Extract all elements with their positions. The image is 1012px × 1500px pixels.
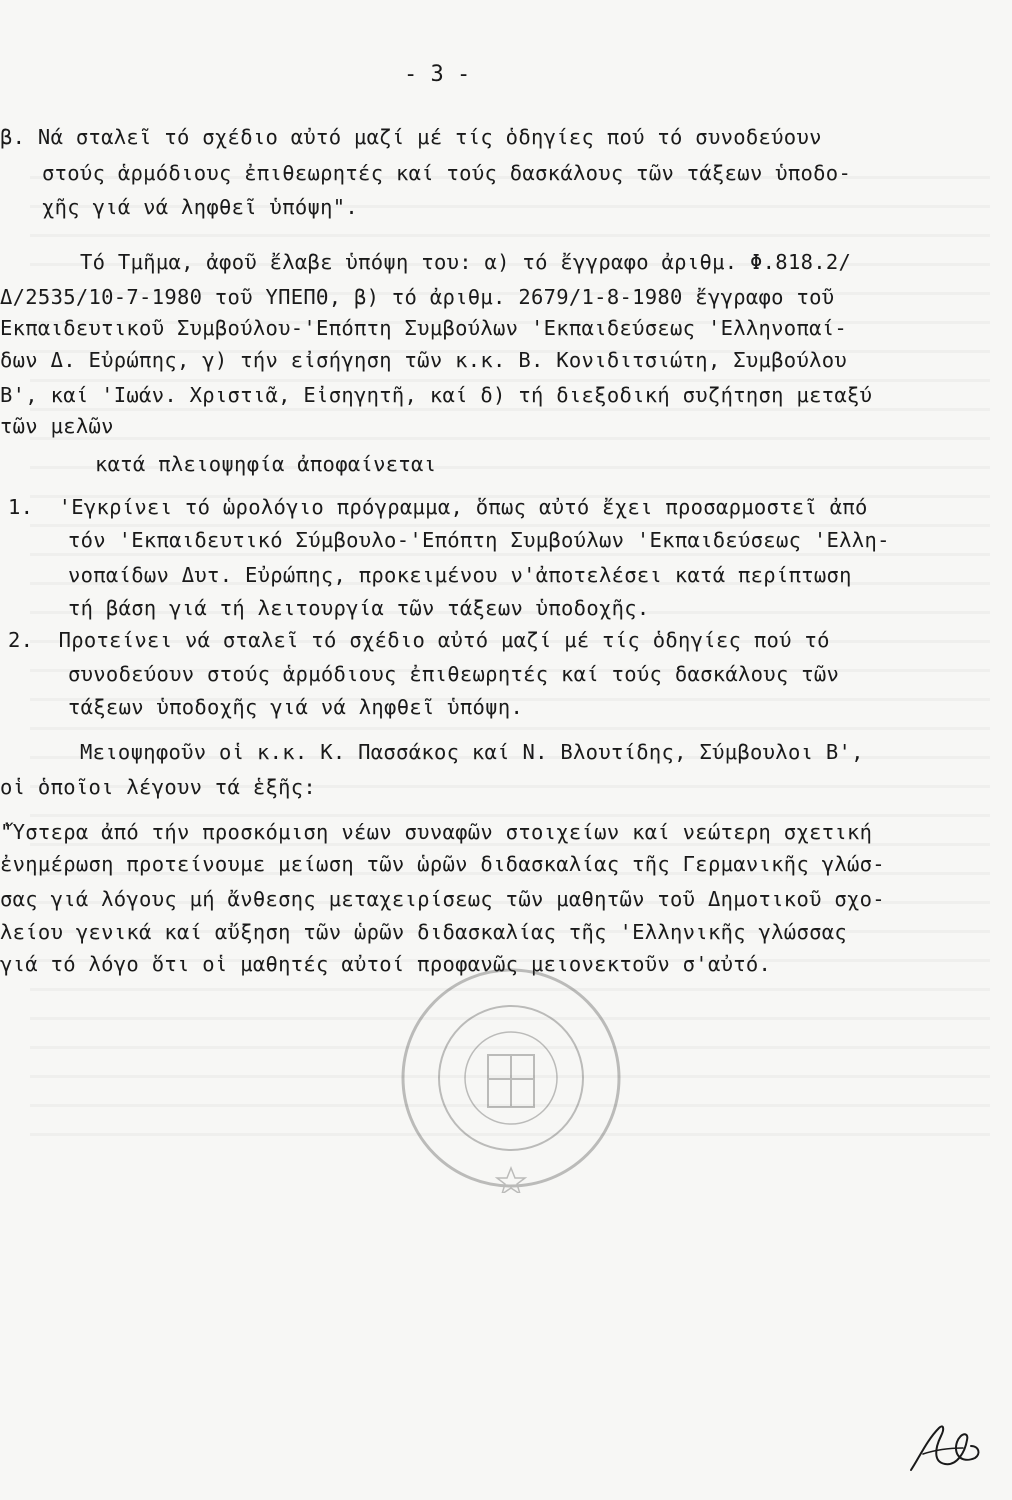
text-line: χῆς γιά νά ληφθεῖ ὑπόψη". [42,195,359,219]
text-line: Μειοψηφοῦν οἱ κ.κ. Κ. Πασσάκος καί Ν. Βλουτίδης, Σύμβουλοι Β', [80,740,864,764]
text-line: στούς ἁρμόδιους ἐπιθεωρητές καί τούς δασκάλους τῶν τάξεων ὑποδο- [42,161,852,185]
text-line: Εκπαιδευτικοῦ Συμβούλου-'Επόπτη Συμβούλων 'Εκπαιδεύσεως 'Ελληνοπαί- [0,316,848,340]
text-line: σας γιά λόγους μή ἄνθεσης μεταχειρίσεως τῶν μαθητῶν τοῦ Δημοτικοῦ σχο- [0,887,885,911]
page-number: - 3 - [404,62,471,87]
text-line: τάξεων ὑποδοχῆς γιά νά ληφθεῖ ὑπόψη. [68,695,524,719]
text-line: γιά τό λόγο ὅτι οἱ μαθητές αὐτοί προφανῶς μειονεκτοῦν σ'αὐτό. [0,952,772,976]
text-line: 1. 'Εγκρίνει τό ὡρολόγιο πρόγραμμα, ὅπως αὐτό ἔχει προσαρμοστεῖ ἀπό [8,495,868,519]
official-seal-icon [396,963,626,1193]
decision-heading: κατά πλειοψηφία ἀποφαίνεται [95,452,437,476]
text-line: τόν 'Εκπαιδευτικό Σύμβουλο-'Επόπτη Συμβούλων 'Εκπαιδεύσεως 'Ελλη- [68,528,890,552]
text-line: 2. Προτείνει νά σταλεῖ τό σχέδιο αὐτό μαζί μέ τίς ὁδηγίες πού τό [8,628,830,652]
text-line: τή βάση γιά τή λειτουργία τῶν τάξεων ὑποδοχῆς. [68,596,650,620]
handwritten-signature-icon [905,1418,985,1478]
text-line: λείου γενικά καί αὔξηση τῶν ὡρῶν διδασκαλίας τῆς 'Ελληνικῆς γλώσσας [0,920,848,944]
text-line: τῶν μελῶν [0,414,114,438]
text-line: ἐνημέρωση προτείνουμε μείωση τῶν ὡρῶν διδασκαλίας τῆς Γερμανικῆς γλώσ- [0,852,885,876]
text-line: β. Νά σταλεῖ τό σχέδιο αὐτό μαζί μέ τίς ὁδηγίες πού τό συνοδεύουν [0,125,822,149]
text-line: Δ/2535/10-7-1980 τοῦ ΥΠΕΠΘ, β) τό ἀριθμ. 2679/1-8-1980 ἔγγραφο τοῦ [0,285,835,309]
text-line: "Ὕστερα ἀπό τήν προσκόμιση νέων συναφῶν στοιχείων καί νεώτερη σχετική [0,820,873,844]
text-line: Τό Τμῆμα, ἀφοῦ ἔλαβε ὑπόψη του: α) τό ἔγγραφο ἀριθμ. Φ.818.2/ [80,250,852,274]
text-line: δων Δ. Εὐρώπης, γ) τήν εἰσήγηση τῶν κ.κ. Β. Κονιδιτσιώτη, Συμβούλου [0,348,848,372]
text-line: οἱ ὁποῖοι λέγουν τά ἑξῆς: [0,775,317,799]
text-line: συνοδεύουν στούς ἁρμόδιους ἐπιθεωρητές καί τούς δασκάλους τῶν [68,662,840,686]
text-line: νοπαίδων Δυτ. Εὐρώπης, προκειμένου ν'ἀποτελέσει κατά περίπτωση [68,563,852,587]
text-line: Β', καί 'Ιωάν. Χριστιᾶ, Εἰσηγητῆ, καί δ) τή διεξοδική συζήτηση μεταξύ [0,383,873,407]
